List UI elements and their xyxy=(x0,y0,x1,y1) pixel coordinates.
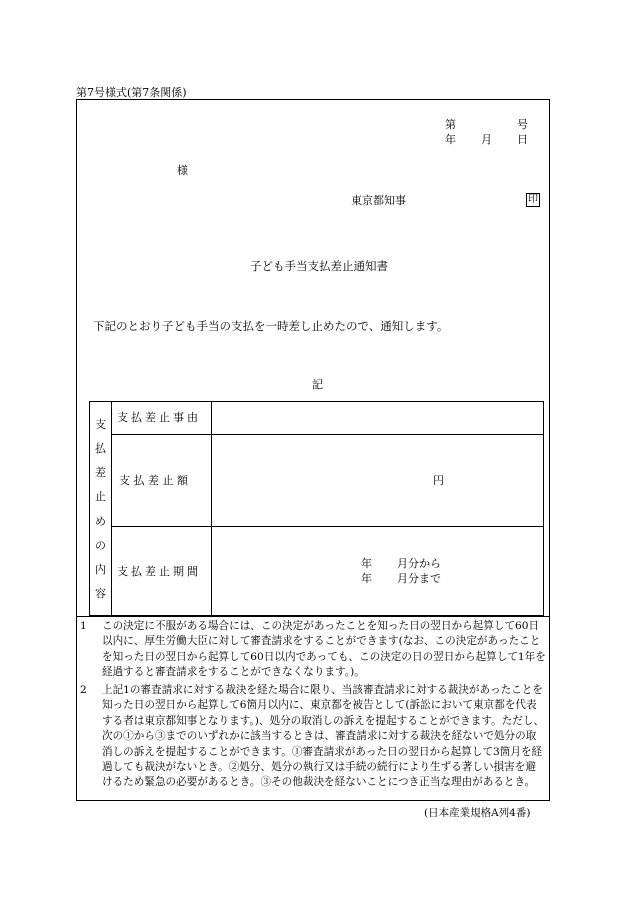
notes-separator xyxy=(76,616,550,617)
side-heading-char: 払 xyxy=(95,442,106,456)
date-year: 年 xyxy=(445,133,456,146)
period-from-year: 年 xyxy=(361,557,372,570)
note-text: この決定に不服がある場合には、この決定があったことを知った日の翌日から起算して60日以内に、厚生労働大臣に対して審査請求をすることができます(なお、この決定があったことを知った日の翌日から起算して60日以内であっても、この決定の日の翌日から起算して1年を経過すると審査請求をすることができなくなります。)。 xyxy=(102,620,546,679)
side-heading-char: め xyxy=(95,514,106,528)
side-heading-char: 止 xyxy=(95,490,106,504)
side-heading xyxy=(90,402,111,615)
detail-table xyxy=(89,401,544,616)
ki-heading: 記 xyxy=(312,378,323,391)
side-heading-char: 容 xyxy=(95,586,106,600)
note-number: 2 xyxy=(80,684,87,696)
row-label-amount: 支 払 差 止 額 xyxy=(119,474,188,487)
note-number: 1 xyxy=(80,620,87,632)
period-to: 月分まで xyxy=(397,572,441,585)
seal-mark: 印 xyxy=(528,194,538,205)
number-prefix: 第 xyxy=(445,118,456,131)
side-heading-char: の xyxy=(95,538,106,552)
side-heading-char: 内 xyxy=(95,562,106,576)
note-text: 上記1の審査請求に対する裁決を経た場合に限り、当該審査請求に対する裁決があったことを知った日の翌日から起算して6箇月以内に、東京都を被告として(訴訟において東京都を代表する者は東京都知事となります。)、処分の取消しの訴えを提起することができます。ただし、次の①から③までのいずれかに該当するときは、審査請求に対する裁決を経ないで処分の取消しの訴えを提起することができます。①審査請求があった日の翌日から起算して3箇月を経過しても裁決がないとき。②処分、処分の執行又は手続の続行により生ずる著しい損害を避けるため緊急の必要があるとき。③その他裁決を経ないことにつき正当な理由があるとき。 xyxy=(102,684,545,789)
table-divider xyxy=(111,526,543,527)
side-heading-char: 差 xyxy=(95,466,106,480)
issuer: 東京都知事 xyxy=(351,194,406,207)
note-item xyxy=(80,619,546,681)
row-label-period: 支払差止期間 xyxy=(117,565,201,578)
number-suffix: 号 xyxy=(517,118,528,131)
footer-standard: (日本産業規格A列4番) xyxy=(424,807,531,819)
note-item xyxy=(80,683,546,791)
amount-unit: 円 xyxy=(433,474,444,487)
form-label: 第7号様式(第7条関係) xyxy=(76,86,187,99)
period-from: 月分から xyxy=(397,557,441,570)
intro-text: 下記のとおり子ども手当の支払を一時差し止めたので、通知します。 xyxy=(93,319,449,333)
addressee-suffix: 様 xyxy=(177,164,188,177)
row-label-reason: 支払差止事由 xyxy=(117,411,201,424)
table-divider xyxy=(111,434,543,435)
side-heading-char: 支 xyxy=(95,418,106,432)
document-title: 子ども手当支払差止通知書 xyxy=(250,259,388,273)
date-day: 日 xyxy=(517,133,528,146)
period-to-year: 年 xyxy=(361,572,372,585)
date-month: 月 xyxy=(481,133,492,146)
